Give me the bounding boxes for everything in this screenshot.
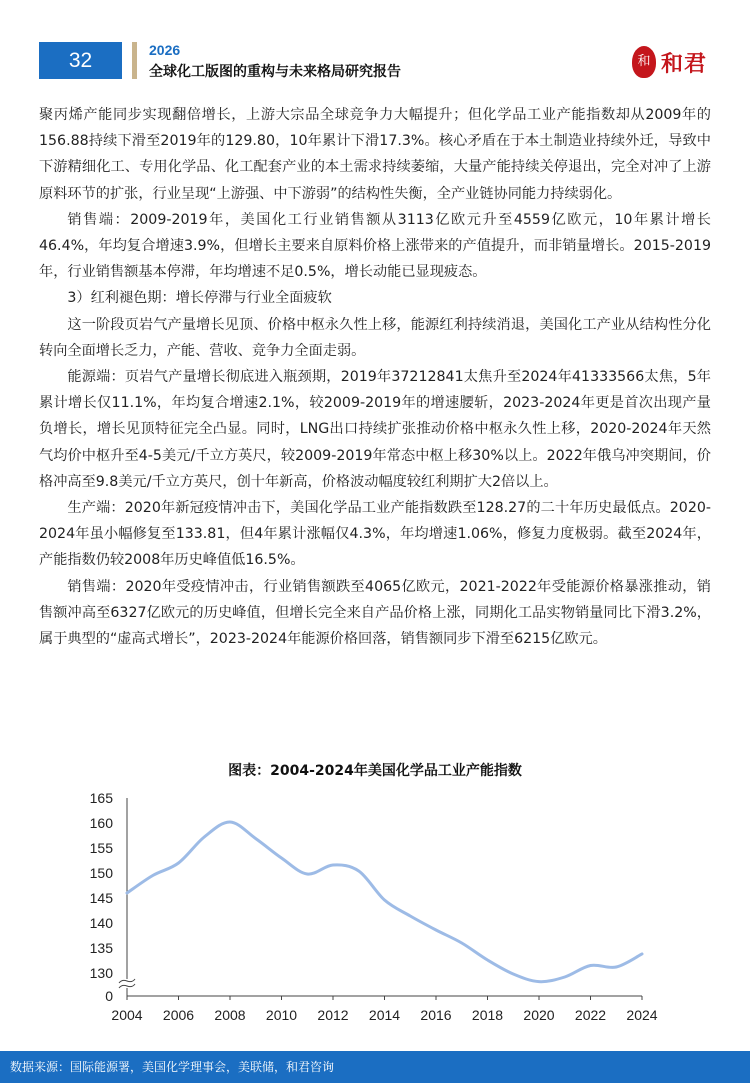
x-tick-label: 2024 [626, 1007, 658, 1023]
paragraph: 这一阶段页岩气产量增长见顶、价格中枢永久性上移，能源红利持续消退，美国化工产业从结构性分化转向全面增长乏力，产能、营收、竞争力全面走弱。 [39, 316, 711, 359]
section-heading: 3）红利褪色期：增长停滞与行业全面疲软 [67, 290, 332, 307]
x-tick-label: 2022 [574, 1007, 607, 1023]
data-point [641, 953, 643, 955]
data-point [435, 929, 437, 931]
logo-text: 和君 [661, 50, 708, 77]
y-tick-label: 155 [89, 840, 113, 856]
paragraph: 能源端：页岩气产量增长彻底进入瓶颈期，2019年37212841太焦升至2024年41333566太焦，5年累计增长仅11.1%，年均复合增速2.1%，较2009-2019年的增速腰斩，2023-2024年更是首次出现产量负增长，增长见顶特征完全凸显。同时，LNG出口持续扩张推动价格中枢永久性上移，2020-2024年天然气均价中枢升至4-5美元/千立方英尺，较2009-2019年常态中枢上移30%以上。2022年俄乌冲突期间，价格冲高至9.8美元/千立方英尺，创十年新高，价格波动幅度较红利期扩大2倍以上。 [39, 369, 711, 490]
data-point [332, 864, 334, 866]
data-point [152, 874, 154, 876]
data-point [486, 959, 488, 961]
y-tick-label: 145 [89, 890, 113, 906]
data-point [409, 915, 411, 917]
report-title: 全球化工版图的重构与未来格局研究报告 [149, 64, 401, 80]
data-point [564, 976, 566, 978]
data-point [358, 870, 360, 872]
data-point [203, 836, 205, 838]
line-chart [0, 785, 750, 1035]
data-point [280, 857, 282, 859]
page-number: 32 [39, 42, 122, 79]
x-tick-label: 2012 [317, 1007, 349, 1023]
x-tick-label: 2004 [111, 1007, 143, 1023]
axis-break-icon [118, 979, 136, 988]
data-point [615, 966, 617, 968]
y-tick-label: 135 [89, 940, 113, 956]
header-divider [132, 42, 137, 79]
y-tick-label: 160 [89, 815, 113, 831]
paragraph: 销售端：2020年受疫情冲击，行业销售额跌至4065亿欧元，2021-2022年受能源价格暴涨推动，销售额冲高至6327亿欧元的历史峰值，但增长完全来自产品价格上涨，同期化工品实物销量同比下滑3.2%，属于典型的“虚高式增长”，2023-2024年能源价格回落，销售额同步下滑至6215亿欧元。 [39, 578, 711, 648]
data-source: 数据来源：国际能源署，美国化学理事会，美联储，和君咨询 [10, 1060, 335, 1074]
y-tick-label: 150 [89, 865, 113, 881]
paragraph: 聚丙烯产能同步实现翻倍增长，上游大宗品全球竞争力大幅提升；但化学品工业产能指数却从2009年的156.88持续下滑至2019年的129.80，10年累计下滑17.3%。核心矛盾在于本土制造业持续外迁，导致中下游精细化工、专用化学品、化工配套产业的本土需求持续萎缩，大量产能持续关停退出，完全对冲了上游原料环节的扩张，行业呈现“上游强、中下游弱”的结构性失衡，全产业链协同能力持续弱化。 [39, 107, 711, 202]
paragraph: 销售端：2009-2019年，美国化工行业销售额从3113亿欧元升至4559亿欧元，10年累计增长46.4%，年均复合增速3.9%，但增长主要来自原料价格上涨带来的产值提升，而非销量增长。2015-2019年，行业销售额基本停滞，年均增速不足0.5%，增长动能已显现疲态。 [39, 211, 711, 281]
y-tick-label: 165 [89, 790, 113, 806]
data-point [461, 942, 463, 944]
data-point [538, 980, 540, 982]
chart-title: 图表：2004-2024年美国化学品工业产能指数 [228, 763, 522, 779]
data-point [306, 873, 308, 875]
paragraph: 生产端：2020年新冠疫情冲击下，美国化学品工业产能指数跌至128.27的二十年历史最低点。2020-2024年虽小幅修复至133.81，但4年累计涨幅仅4.3%，年均增速1.06%，修复力度极弱。截至2024年，产能指数仍较2008年历史峰值低16.5%。 [39, 500, 711, 569]
data-point [589, 964, 591, 966]
logo-seal-icon: 和 [632, 46, 656, 78]
y-tick-label: 140 [89, 915, 113, 931]
x-tick-label: 2016 [420, 1007, 452, 1023]
data-point [126, 892, 128, 894]
x-tick-label: 2020 [523, 1007, 555, 1023]
data-point [255, 837, 257, 839]
y-tick-label: 0 [105, 988, 113, 1004]
data-point [229, 821, 231, 823]
data-point [512, 973, 514, 975]
y-tick-label: 130 [89, 965, 113, 981]
series-line [127, 822, 642, 982]
header-year: 2026 [149, 42, 181, 58]
x-tick-label: 2008 [214, 1007, 246, 1023]
x-tick-label: 2018 [471, 1007, 504, 1023]
body-text [39, 102, 711, 652]
x-tick-label: 2006 [162, 1007, 195, 1023]
x-tick-label: 2010 [265, 1007, 298, 1023]
brand-logo [632, 44, 707, 80]
footer-bar [0, 1051, 750, 1083]
x-tick-label: 2014 [368, 1007, 401, 1023]
data-point [383, 899, 385, 901]
data-point [177, 862, 179, 864]
